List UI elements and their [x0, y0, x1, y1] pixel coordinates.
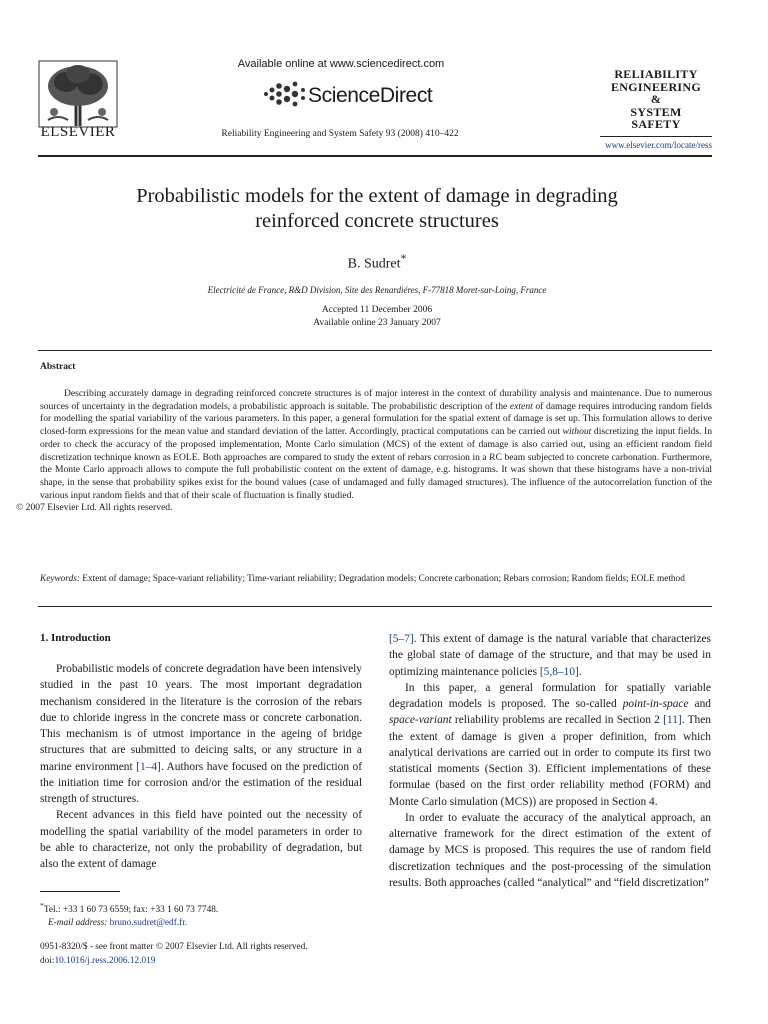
paragraph-text: Probabilistic models of concrete degradation have been intensively studied in the past 10 years. The most important degradation mechanism considered in the literature is the corrosion of the rebars due to chloride ingress in the concrete mass or concrete carbonation. This mechanism is of utmost importance in the ageing of bridge structures that are submitted to deicing salts, or any structure in a marine environment: [40, 663, 362, 773]
abstract-emphasis: extent: [509, 400, 533, 412]
journal-title-rule: [600, 136, 712, 137]
footnote-email-label: E-mail address:: [48, 918, 108, 929]
publisher-name: ELSEVIER: [40, 124, 116, 140]
paper-title-line1: Probabilistic models for the extent of damage in degrading: [136, 185, 618, 207]
keywords-divider: [38, 606, 712, 607]
keywords-text: Extent of damage; Space-variant reliability; Time-variant reliability; Degradation models; Concrete carbonation; Rebars corrosion; Random fields; EOLE method: [79, 574, 685, 584]
email-link[interactable]: bruno.sudret@edf.fr.: [107, 918, 188, 929]
elsevier-tree-logo: [38, 60, 118, 128]
abstract-divider: [38, 350, 712, 351]
paper-title: [60, 184, 694, 234]
paragraph-text: .: [578, 665, 582, 678]
author-name: [240, 252, 514, 273]
paragraph: [389, 631, 711, 680]
doi-link[interactable]: 10.1016/j.ress.2006.12.019: [54, 955, 156, 966]
footnote-mark: *: [40, 901, 44, 910]
abstract-body: [16, 388, 712, 515]
journal-title-block: [600, 68, 712, 131]
paragraph-text: . Authors have focused on the prediction of the initiation time for corrosion and/or the estimation of the residual strength of structures.: [40, 760, 362, 805]
keywords: [40, 573, 712, 586]
available-date: Available online 23 January 2007: [313, 318, 441, 328]
journal-title-line: ENGINEERING: [611, 79, 701, 94]
journal-citation: Reliability Engineering and System Safety 93 (2008) 410–422: [221, 129, 459, 139]
footnote-tel: Tel.: +33 1 60 73 6559; fax: +33 1 60 73 7748.: [43, 905, 219, 916]
author-footnote: [40, 899, 362, 930]
journal-title-line: SAFETY: [631, 117, 681, 131]
paragraph: In order to evaluate the accuracy of the analytical approach, an alternative framework for the direct estimation of the extent of damage by MCS is proposed. This requires the use of random field discretization techniques and the post-processing of the simulation results. Both approaches (called “analytical” and “field discretization”: [389, 811, 711, 889]
author-affiliation: Electricité de France, R&D Division, Site des Renardiéres, F-77818 Moret-sur-Loing, France: [207, 285, 547, 295]
paragraph: Recent advances in this field have pointed out the necessity of modelling the spatial variability of the model parameters in order to be able to characterize, not only the probability of degradation, but also the extent of damage: [40, 809, 362, 870]
journal-title-line: SYSTEM: [630, 104, 682, 119]
journal-title-line: &: [650, 92, 662, 106]
header-divider: [38, 155, 712, 157]
journal-url-link[interactable]: www.elsevier.com/locate/ress: [605, 140, 712, 150]
paragraph: [40, 661, 362, 807]
abstract-text: discretizing the input fields. In order to check the accuracy of the proposed implementation, Monte Carlo simulation (MCS) of the extent of damage is also carried out, using an efficient random field discretization technique known as EOLE. Both approaches are compared to study the extent of rebars corrosion in a RC beam subjected to concrete carbonation. Furthermore, the Monte Carlo approach allows to compute the full probabilistic content on the extent of damage, e.g. histograms. It was shown that these histograms have a non-trivial shape, in the sense that probability spikes exist for the bound values (case of undamaged and fully damaged structures). The influence of the autocorrelation function of the various input random fields and that of their scale of fluctuation is finally studied.: [40, 426, 712, 501]
paragraph-emphasis: space-variant: [389, 714, 452, 727]
abstract-copyright: © 2007 Elsevier Ltd. All rights reserved.: [16, 502, 173, 514]
citation-link[interactable]: [1–4]: [136, 760, 161, 773]
paragraph-text: . This extent of damage is the natural variable that characterizes the global state of damage of the structure, and that may be used in optimizing maintenance policies: [389, 633, 711, 678]
accepted-date: Accepted 11 December 2006: [321, 305, 433, 315]
paragraph-text: In this paper, a general formulation for spatially variable degradation models is proposed. The so-called: [389, 681, 711, 710]
doi-prefix: doi:: [40, 955, 55, 966]
sciencedirect-wordmark: ScienceDirect: [308, 84, 433, 107]
front-matter: [40, 941, 362, 968]
body-column-right: [389, 631, 711, 891]
issn-text: 0951-8320/$ - see front matter © 2007 Elsevier Ltd. All rights reserved.: [40, 942, 308, 952]
article-dates: [200, 304, 554, 330]
citation-link[interactable]: [5,8–10]: [539, 665, 579, 678]
paragraph: [389, 680, 711, 810]
paragraph-emphasis: point-in-space: [622, 698, 689, 710]
section-heading-introduction: 1. Introduction: [40, 632, 111, 644]
abstract-heading: Abstract: [40, 362, 76, 372]
citation-link[interactable]: [11]: [663, 714, 682, 727]
paper-title-line2: reinforced concrete structures: [255, 210, 499, 232]
body-column-left: [40, 661, 362, 872]
paragraph-text: . Then the extent of damage is given a proper definition, from which analytical derivations are carried out in order to compute its first two statistical moments (Section 3). Efficient implementations of these formulae (based on the first order reliability method (FORM) and Monte Carlo simulation (MCS)) are proposed in Section 4.: [389, 714, 711, 808]
author-footnote-mark[interactable]: *: [400, 252, 407, 265]
footnote-rule: [40, 891, 120, 892]
author-name-text: B. Sudret: [347, 256, 401, 272]
abstract-emphasis: without: [562, 426, 592, 438]
keywords-label: Keywords:: [40, 574, 80, 584]
journal-title-line: RELIABILITY: [614, 67, 698, 81]
available-online-text: Available online at www.sciencedirect.com: [237, 58, 445, 70]
abstract-text: Describing accurately damage in degrading reinforced concrete structures is of major interest in the context of durability analysis and maintenance. Due to numerous sources of uncertainty in the degradation models, a probabilistic approach is suitable. The probabilistic description of the: [40, 388, 712, 412]
abstract-text: of damage requires introducing random fields for modelling the spatial variability of the various parameters. In this paper, a general formulation for the spatial extent of damage is set up. This formulation allows to derive closed-form expressions for the mean value and standard deviation of the latter. Accordingly, practical computations can be carried out: [40, 400, 712, 438]
paragraph-text: and: [688, 698, 711, 710]
paragraph-text: reliability problems are recalled in Section 2: [451, 714, 664, 727]
citation-link[interactable]: [5–7]: [389, 633, 414, 645]
